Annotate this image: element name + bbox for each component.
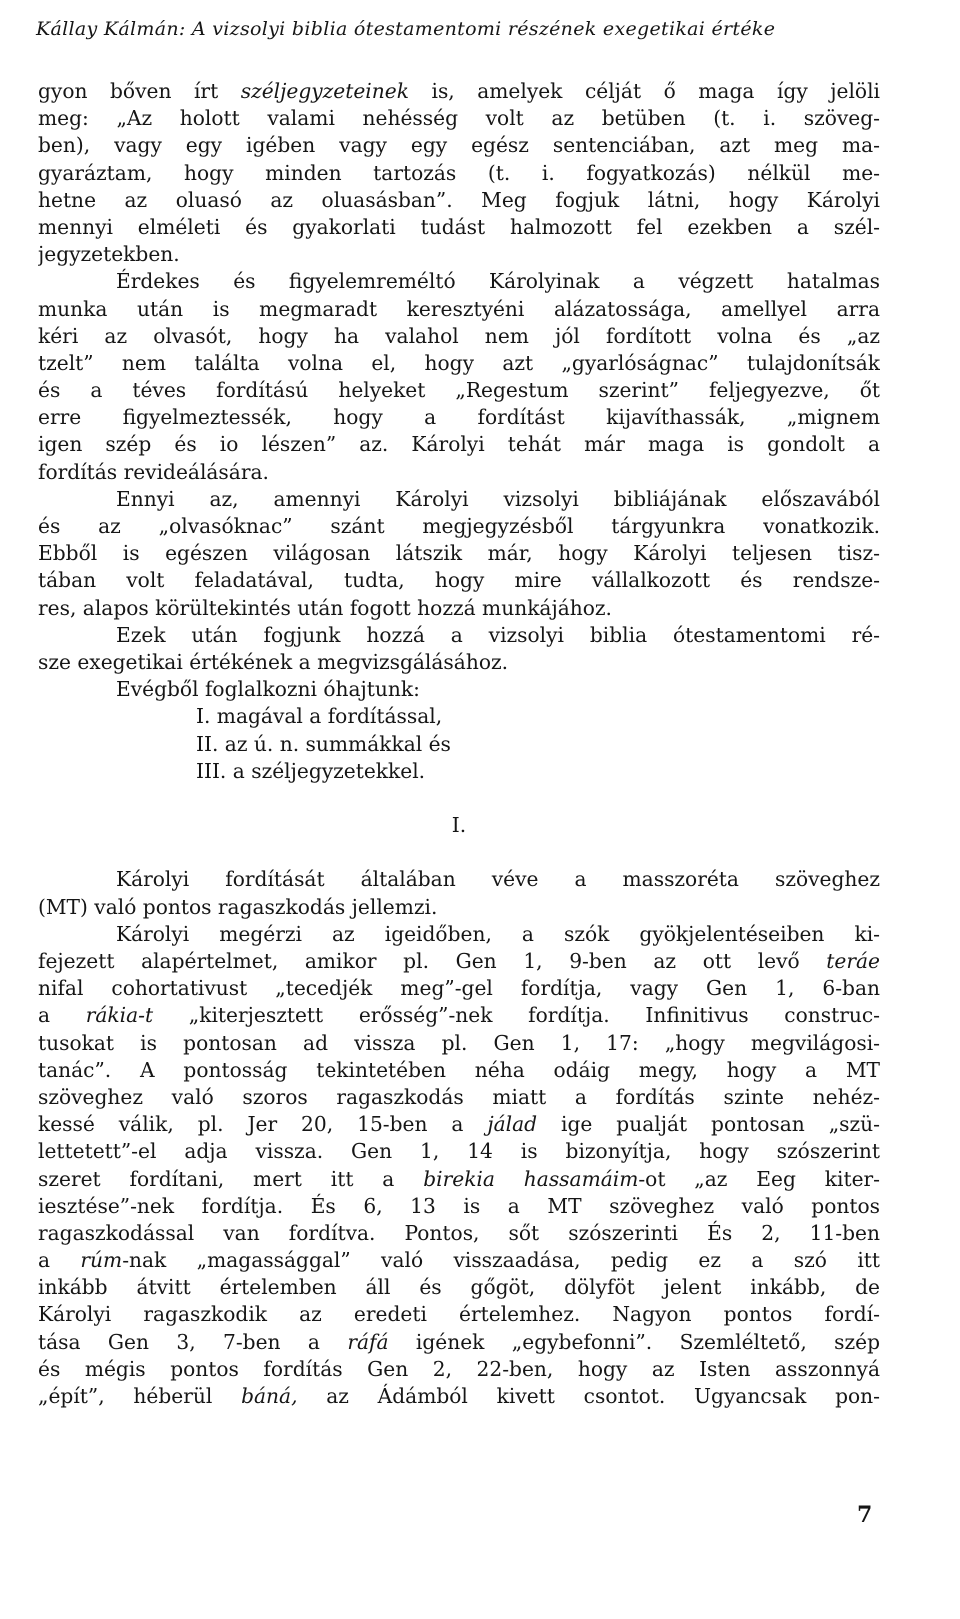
text-run: fejezett alapértelmet, amikor pl. Gen 1, 9-ben az ott levő <box>38 949 827 973</box>
text-run: Érdekes és figyelemreméltó Károlyinak a végzett hatalmas <box>116 269 880 294</box>
text-line <box>38 323 880 350</box>
text-run: kéri az olvasót, hogy ha valahol nem jól fordított volna és „az <box>38 323 880 348</box>
text-line <box>38 377 880 404</box>
page-number: 7 <box>857 1502 873 1528</box>
running-head: Kállay Kálmán: A vizsolyi biblia ótestamentomi részének exegetikai értéke <box>36 18 776 40</box>
text-run: kessé válik, pl. Jer 20, 15-ben a <box>38 1112 488 1137</box>
list-item: II. az ú. n. summákkal és <box>196 731 451 756</box>
text-line <box>38 1030 880 1057</box>
spacer <box>38 839 880 866</box>
text-run: nifal cohortativust „tecedjék meg”-gel fordítja, vagy Gen 1, 6-ban <box>38 976 880 1001</box>
text-line <box>38 649 880 676</box>
text-run: és mégis pontos fordítás Gen 2, 22-ben, hogy az Isten asszonnyá <box>38 1356 880 1381</box>
body-text <box>38 78 880 1410</box>
text-run: lettetett”-el adja vissza. Gen 1, 14 is bizonyítja, hogy szószerint <box>38 1139 880 1164</box>
italic-term: ráfá <box>347 1329 389 1354</box>
text-run: gyaráztam, hogy minden tartozás (t. i. fogyatkozás) nélkül me- <box>38 160 880 185</box>
text-line <box>38 241 880 268</box>
text-line <box>38 350 880 377</box>
text-line <box>38 132 880 159</box>
text-line <box>38 486 880 513</box>
text-run: is, amelyek célját ő maga így jelöli <box>408 79 880 103</box>
text-run: tzelt” nem találta volna el, hogy azt „gyarlóságnac” tulajdonítsák <box>38 350 880 375</box>
text-line <box>38 1166 880 1193</box>
text-run: Ebből is egészen világosan látszik már, hogy Károlyi teljesen tisz- <box>38 541 880 566</box>
text-run: igen szép és io lészen” az. Károlyi tehát már maga is gondolt a <box>38 432 880 457</box>
text-line <box>38 975 880 1002</box>
text-run: „épít”, héberül <box>38 1384 242 1408</box>
text-line <box>38 1274 880 1301</box>
italic-term: birekia hassamáim <box>423 1166 639 1191</box>
text-run: sze exegetikai értékének a megvizsgálásához. <box>38 649 509 674</box>
text-line <box>38 296 880 323</box>
text-line <box>38 866 880 893</box>
text-run: tusokat is pontosan ad vissza pl. Gen 1, 17: „hogy megvilágosi- <box>38 1030 880 1055</box>
text-line <box>38 268 880 295</box>
text-line <box>38 894 880 921</box>
text-run: ige pualját pontosan „szü- <box>537 1112 880 1137</box>
text-run: tása Gen 3, 7-ben a <box>38 1329 348 1354</box>
text-line <box>38 1247 880 1274</box>
text-line <box>38 595 880 622</box>
text-line <box>38 1383 880 1410</box>
text-line <box>38 948 880 975</box>
list-item: I. magával a fordítással, <box>196 704 443 729</box>
text-run: ben), vagy egy igében vagy egy egész sentenciában, azt meg ma- <box>38 133 880 158</box>
list-item: III. a széljegyzetekkel. <box>196 758 426 783</box>
text-line <box>38 513 880 540</box>
text-run: erre figyelmeztessék, hogy a fordítást kijavíthassák, „mignem <box>38 405 880 430</box>
text-run: és az „olvasóknac” szánt megjegyzésből tárgyunkra vonatkozik. <box>38 514 880 538</box>
text-line <box>38 404 880 431</box>
text-line <box>38 1002 880 1029</box>
text-run: Károlyi megérzi az igeidőben, a szók gyökjelentéseiben ki- <box>116 921 880 946</box>
text-line <box>38 540 880 567</box>
text-run: „kiterjesztett erősség”-nek fordítja. Infinitivus construc- <box>153 1003 880 1028</box>
italic-term: báná, <box>241 1384 298 1408</box>
text-line <box>38 78 880 105</box>
text-line <box>38 459 880 486</box>
text-run: Evégből foglalkozni óhajtunk: <box>116 677 420 702</box>
text-line <box>38 1193 880 1220</box>
text-line <box>38 921 880 948</box>
text-run: (MT) való pontos ragaszkodás jellemzi. <box>38 894 438 919</box>
text-line <box>38 1356 880 1383</box>
text-run: tanác”. A pontosság tekintetében néha odáig megy, hogy a MT <box>38 1057 880 1082</box>
text-line <box>38 567 880 594</box>
text-run: res, alapos körültekintés után fogott hozzá munkájához. <box>38 595 612 620</box>
text-run: mennyi elméleti és gyakorlati tudást halmozott fel ezekben a szél- <box>38 214 880 239</box>
text-run: hetne az oluasó az oluasásban”. Meg fogjuk látni, hogy Károlyi <box>38 187 880 212</box>
text-line <box>38 1057 880 1084</box>
italic-term: rúm <box>80 1248 123 1273</box>
text-run: Károlyi fordítását általában véve a masszoréta szöveghez <box>116 867 880 892</box>
text-run: és a téves fordítású helyeket „Regestum szerint” feljegyezve, őt <box>38 378 880 403</box>
text-run: a <box>38 1248 81 1273</box>
text-line <box>38 187 880 214</box>
text-line <box>38 1301 880 1328</box>
text-run: gyon bőven írt <box>38 79 241 103</box>
italic-term: jálad <box>487 1112 538 1137</box>
text-line <box>38 1329 880 1356</box>
text-line <box>38 431 880 458</box>
text-run: munka után is megmaradt keresztyéni alázatossága, amellyel arra <box>38 296 880 321</box>
text-run: szeret fordítani, mert itt a <box>38 1166 424 1191</box>
text-line <box>38 1138 880 1165</box>
text-run: Ennyi az, amennyi Károlyi vizsolyi bibliájának előszavából <box>116 486 880 511</box>
text-run: iesztése”-nek fordítja. És 6, 13 is a MT szöveghez való pontos <box>38 1193 880 1218</box>
text-run: jegyzetekben. <box>38 242 180 267</box>
text-run: fordítás revideálására. <box>38 459 269 484</box>
section-heading: I. <box>451 813 467 838</box>
italic-term: teráe <box>826 949 880 973</box>
text-line <box>38 160 880 187</box>
text-line <box>38 1084 880 1111</box>
text-line <box>38 1220 880 1247</box>
text-run: Ezek után fogjunk hozzá a vizsolyi biblia ótestamentomi ré- <box>116 622 880 647</box>
text-line <box>38 105 880 132</box>
text-run: az Ádámból kivett csontot. Ugyancsak pon- <box>297 1384 880 1408</box>
text-line <box>38 214 880 241</box>
text-line <box>38 622 880 649</box>
text-line <box>38 1111 880 1138</box>
text-run: a <box>38 1003 86 1028</box>
text-run: tában volt feladatával, tudta, hogy mire vállalkozott és rendsze- <box>38 568 880 593</box>
text-run: -nak „magassággal” való visszaadása, pedig ez a szó itt <box>122 1248 880 1273</box>
text-run: -ot „az Eeg kiter- <box>638 1166 880 1191</box>
spacer <box>38 785 880 812</box>
italic-term: széljegyzeteinek <box>240 79 409 103</box>
text-run: szöveghez való szoros ragaszkodás miatt a fordítás szinte nehéz- <box>38 1084 880 1109</box>
text-run: Károlyi ragaszkodik az eredeti értelemhez. Nagyon pontos fordí- <box>38 1302 880 1327</box>
text-run: igének „egybefonni”. Szemléltető, szép <box>388 1329 880 1354</box>
text-run: meg: „Az holott valami nehésség volt az betüben (t. i. szöveg- <box>38 106 880 131</box>
text-run: inkább átvitt értelemben áll és gőgöt, dölyföt jelent inkább, de <box>38 1275 880 1300</box>
text-line <box>38 676 880 703</box>
text-run: ragaszkodással van fordítva. Pontos, sőt szószerinti És 2, 11-ben <box>38 1220 880 1245</box>
italic-term: rákia-t <box>85 1003 154 1028</box>
